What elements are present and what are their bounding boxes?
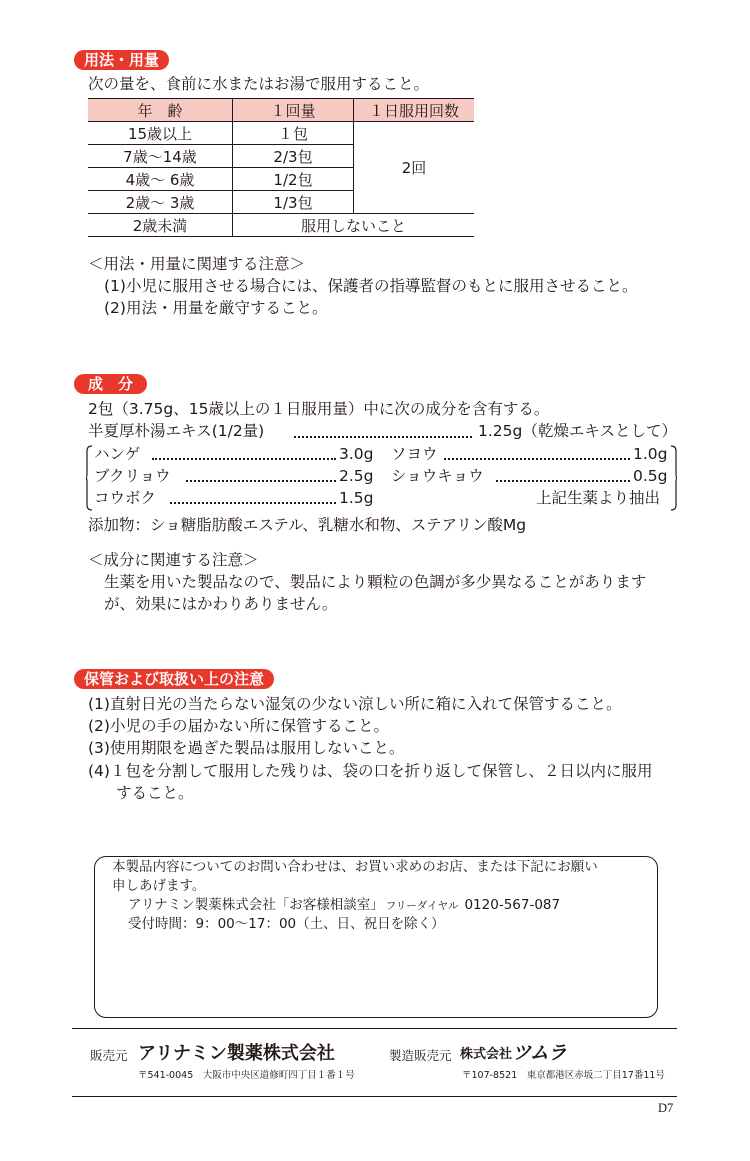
footer-bottom-rule	[72, 1096, 677, 1097]
seller-label: 販売元	[90, 1048, 128, 1063]
ingredients-note-line-2: が、効果にはかわりありません。	[104, 595, 338, 613]
table-cell-age: 4歳～ 6歳	[88, 168, 233, 191]
table-header-times: １日服用回数	[354, 99, 475, 122]
herb-amount: 3.0g	[339, 445, 374, 463]
ingredients-note-line-1: 生薬を用いた製品なので、製品により顆粒の色調が多少異なることがあります	[104, 573, 647, 591]
page-code: D7	[658, 1101, 674, 1115]
storage-item-4-cont: すること。	[116, 784, 194, 802]
inquiry-company: アリナミン製薬株式会社「お客様相談室」	[128, 897, 384, 913]
usage-note-2: (2)用法・用量を厳守すること。	[104, 299, 328, 317]
herb-name: コウボク	[94, 489, 157, 507]
storage-item-2: (2)小児の手の届かない所に保管すること。	[88, 717, 389, 735]
seller-address: 〒541-0045 大阪市中央区道修町四丁目１番１号	[138, 1070, 355, 1081]
usage-section-tag: 用法・用量	[74, 50, 169, 70]
inquiry-line-1: 本製品内容についてのお問い合わせは、お買い求めのお店、または下記にお願い	[112, 859, 598, 875]
maker-label: 製造販売元	[389, 1048, 452, 1063]
maker-logo: ツムラ	[512, 1042, 566, 1064]
maker-address: 〒107-8521 東京都港区赤坂二丁目17番11号	[462, 1070, 665, 1081]
leader-dots	[170, 502, 336, 504]
usage-intro: 次の量を、食前に水またはお湯で服用すること。	[88, 75, 430, 93]
storage-item-1: (1)直射日光の当たらない湿気の少ない涼しい所に箱に入れて保管すること。	[88, 695, 622, 713]
leader-dots	[152, 458, 336, 460]
left-bracket-icon	[86, 445, 92, 511]
ingredients-notes-title: ＜成分に関連する注意＞	[88, 551, 259, 569]
usage-note-1: (1)小児に服用させる場合には、保護者の指導監督のもとに服用させること。	[104, 277, 638, 295]
table-cell-note: 服用しないこと	[233, 214, 475, 237]
table-cell-age: 2歳～ 3歳	[88, 191, 233, 214]
extract-name: 半夏厚朴湯エキス(1/2量)	[88, 422, 265, 440]
dosage-table	[88, 98, 474, 237]
leader-dots	[294, 436, 472, 438]
table-row	[88, 214, 474, 237]
right-bracket-icon	[671, 445, 677, 511]
storage-item-4: (4)１包を分割して服用した残りは、袋の口を折り返して保管し、２日以内に服用	[88, 762, 653, 780]
freedial-label: フリーダイヤル	[385, 900, 459, 912]
herb-amount: 1.0g	[633, 445, 668, 463]
table-cell-dose: 1/2包	[233, 168, 354, 191]
table-cell-age: 7歳～14歳	[88, 145, 233, 168]
leader-dots	[496, 480, 630, 482]
footer-top-rule	[72, 1028, 677, 1029]
ingredients-intro: 2包（3.75g、15歳以上の１日服用量）中に次の成分を含有する。	[88, 400, 550, 418]
ingredients-section-tag: 成 分	[74, 374, 147, 394]
table-header-row	[88, 99, 474, 122]
table-header-dose: １回量	[233, 99, 354, 122]
herb-amount: 0.5g	[633, 467, 668, 485]
table-cell-dose: 1/3包	[233, 191, 354, 214]
extract-value: 1.25g（乾燥エキスとして）	[478, 422, 678, 440]
herb-name: ショウキョウ	[391, 467, 484, 485]
phone-number: 0120-567-087	[464, 897, 561, 913]
leader-dots	[186, 480, 336, 482]
storage-item-3: (3)使用期限を過ぎた製品は服用しないこと。	[88, 739, 405, 757]
inquiry-contact	[128, 896, 560, 916]
table-header-age: 年 齢	[88, 99, 233, 122]
leader-dots	[444, 458, 630, 460]
inquiry-line-2: 申しあげます。	[112, 878, 206, 894]
table-cell-age: 15歳以上	[88, 122, 233, 145]
table-cell-dose: 2/3包	[233, 145, 354, 168]
table-cell-age: 2歳未満	[88, 214, 233, 237]
herb-name: ソヨウ	[391, 445, 438, 463]
inquiry-hours: 受付時間：9：00～17：00（土、日、祝日を除く）	[128, 916, 445, 932]
herb-amount: 2.5g	[339, 467, 374, 485]
additives: 添加物：ショ糖脂肪酸エステル、乳糖水和物、ステアリン酸Mg	[88, 516, 527, 534]
usage-notes-title: ＜用法・用量に関連する注意＞	[88, 255, 306, 273]
table-row	[88, 122, 474, 145]
storage-section-tag: 保管および取扱い上の注意	[74, 669, 274, 689]
herb-amount: 1.5g	[339, 489, 374, 507]
herb-name: ブクリョウ	[94, 467, 171, 485]
maker-prefix: 株式会社	[460, 1047, 513, 1062]
seller-name: アリナミン製薬株式会社	[138, 1043, 335, 1064]
herb-name: ハンゲ	[94, 445, 141, 463]
table-cell-times: 2回	[354, 122, 475, 214]
table-cell-dose: １包	[233, 122, 354, 145]
extract-note: 上記生薬より抽出	[536, 489, 661, 507]
